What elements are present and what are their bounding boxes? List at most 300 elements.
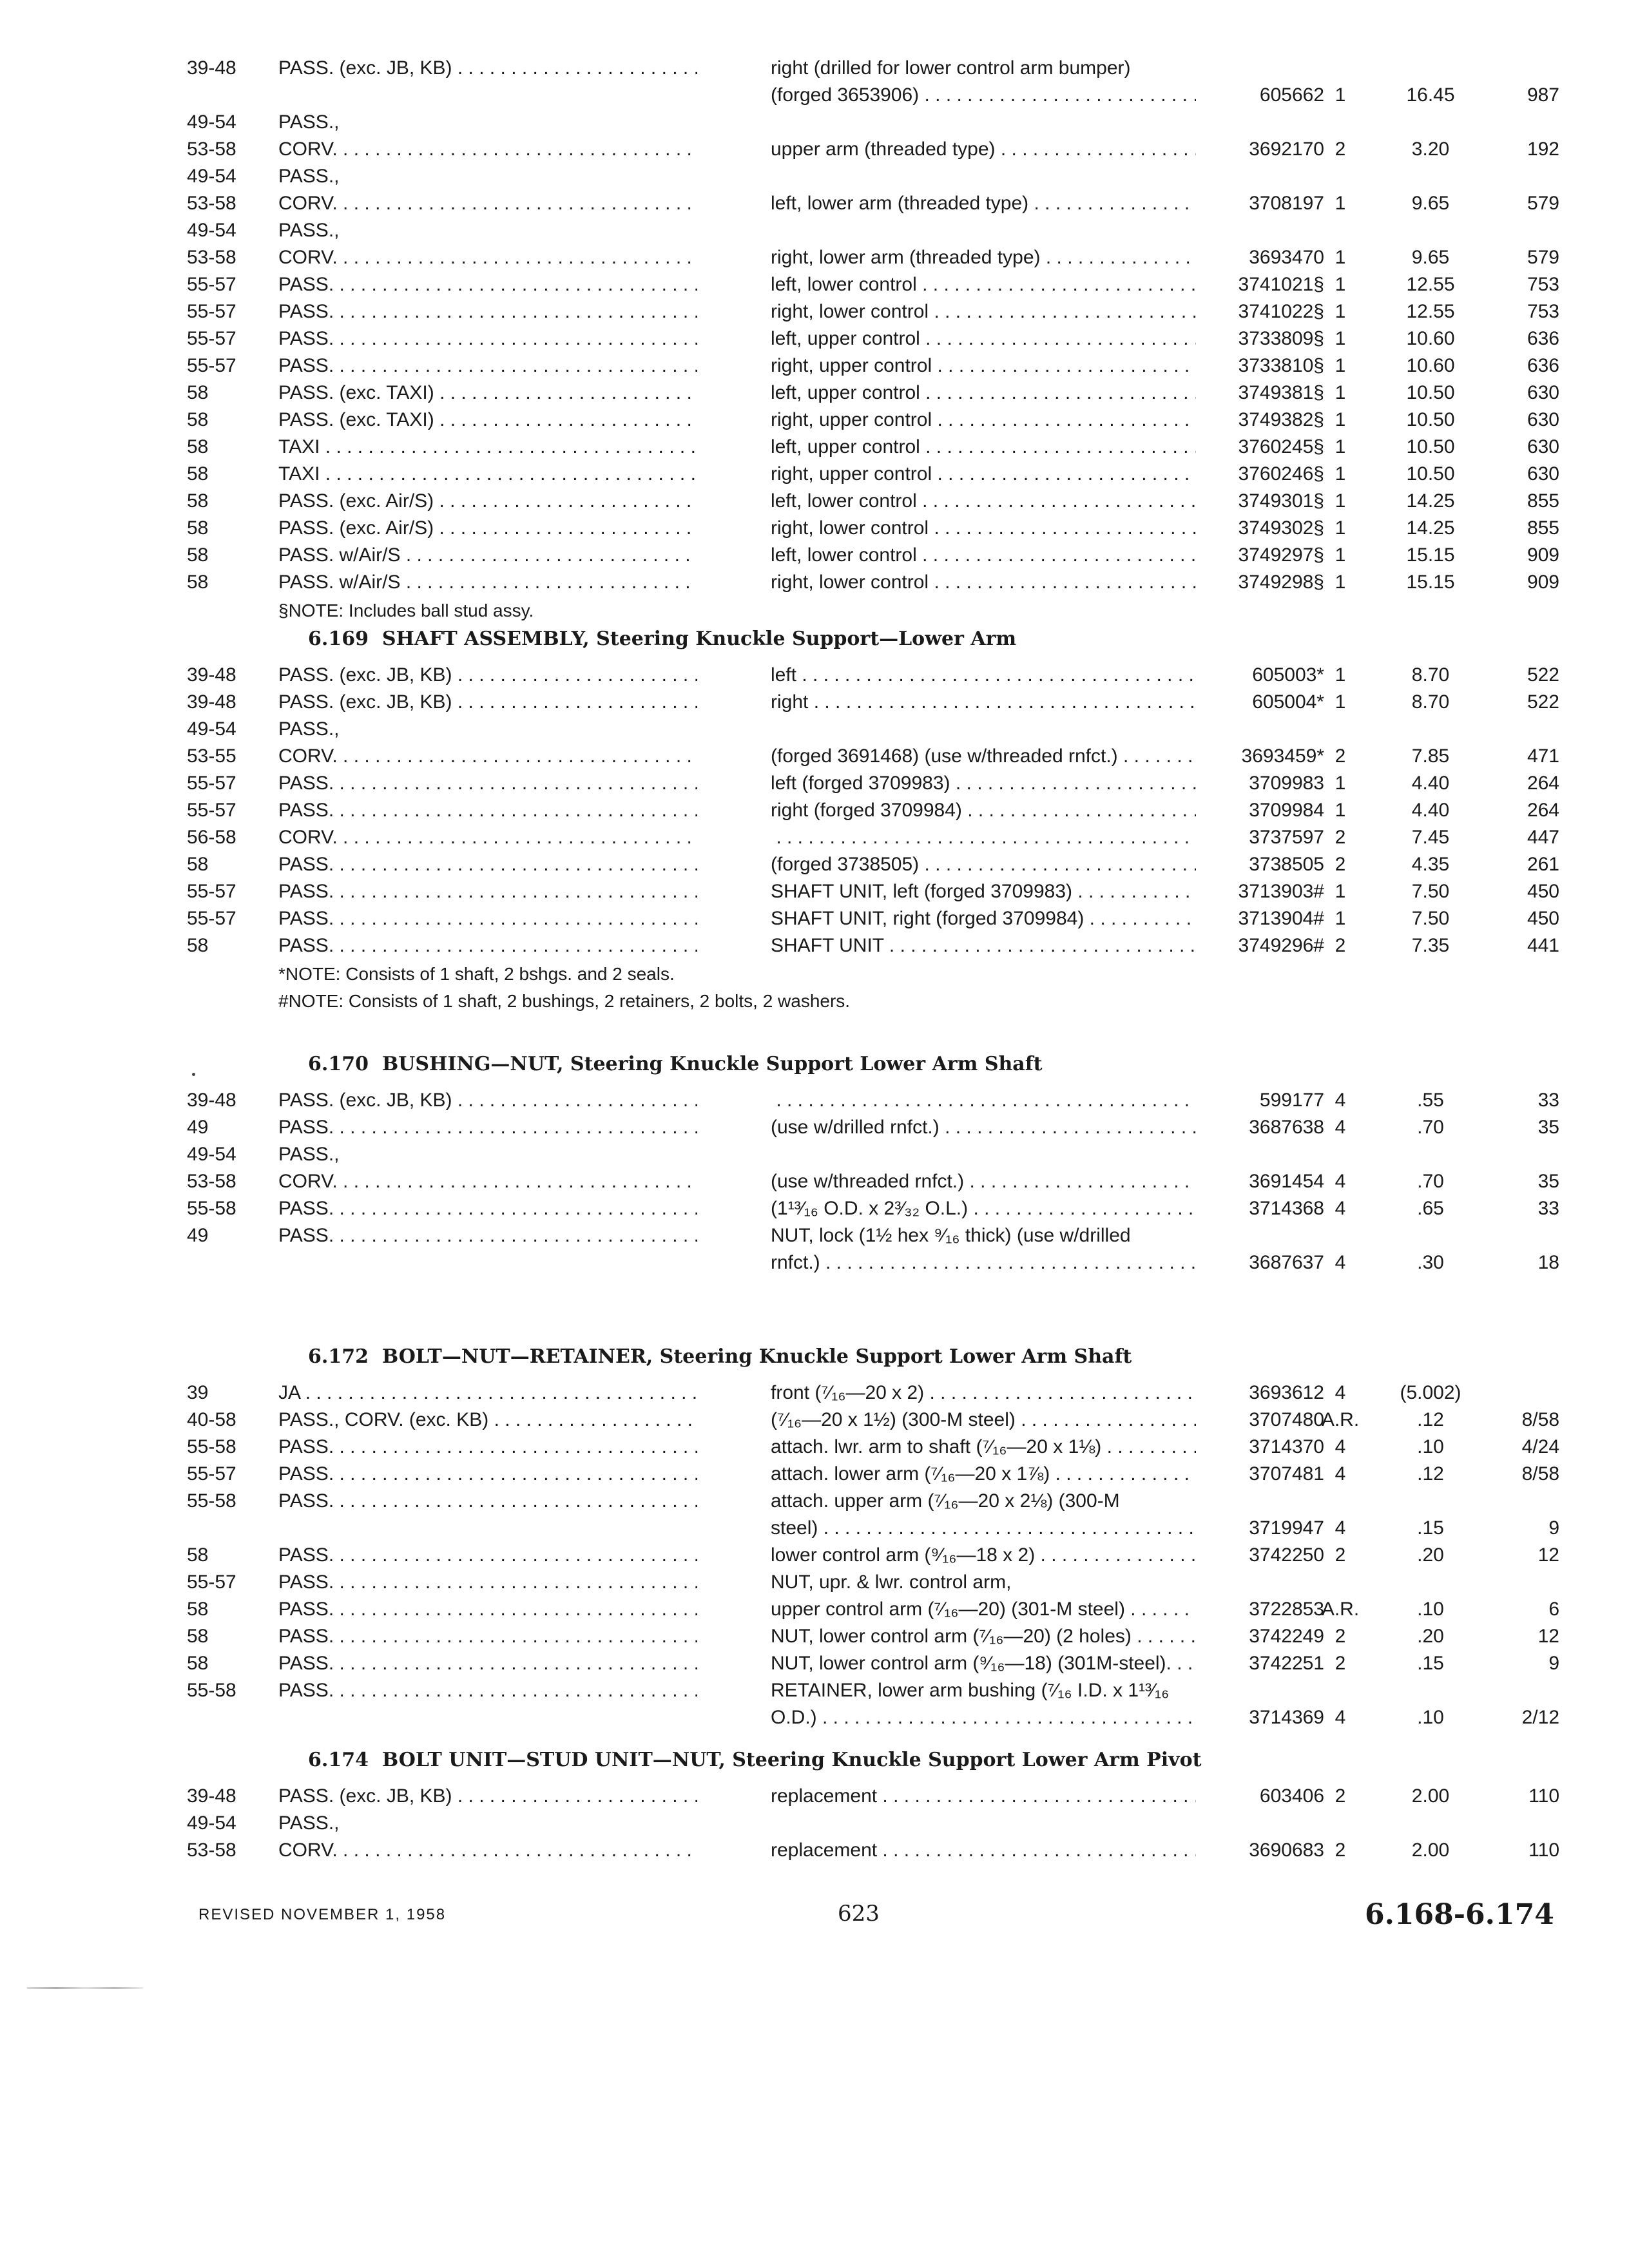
model-applicability: CORV. . . .: [278, 744, 697, 769]
model-years: 49-54: [187, 1144, 236, 1165]
table-row: [0, 852, 1629, 879]
part-description: left, upper control . . .: [771, 326, 1196, 352]
model-applicability: PASS. . . .: [278, 1488, 697, 1514]
part-description: right (drilled for lower control arm bumper): [771, 57, 1131, 79]
model-years: 39-48: [187, 1785, 236, 1807]
part-description: right, lower control . . .: [771, 299, 1196, 325]
table-row: [0, 1597, 1629, 1624]
table-row: [0, 164, 1629, 191]
model-years: 58: [187, 544, 209, 566]
quantity: 1: [1335, 664, 1346, 686]
table-row: [0, 1115, 1629, 1142]
model-years: 49-54: [187, 166, 236, 187]
table-row: [0, 1250, 1629, 1277]
list-price: 12.55: [1406, 274, 1455, 295]
model-years: 53-55: [187, 745, 236, 767]
list-price: .10: [1417, 1599, 1444, 1620]
list-price: 14.25: [1406, 517, 1455, 539]
section-range: 6.168-6.174: [1365, 1898, 1554, 1931]
price-code: 471: [1527, 745, 1559, 767]
part-description: front (⁷⁄₁₆—20 x 2) . . .: [771, 1380, 1196, 1406]
part-description: NUT, lower control arm (⁷⁄₁₆—20) (2 holes) . . .: [771, 1624, 1196, 1649]
quantity: 4: [1335, 1090, 1346, 1111]
list-price: 7.35: [1411, 935, 1450, 956]
list-price: .12: [1417, 1463, 1444, 1485]
model-applicability: PASS. . . .: [278, 1651, 697, 1677]
quantity: 1: [1335, 463, 1346, 485]
table-row: [0, 1142, 1629, 1169]
part-description: (use w/threaded rnfct.) . . .: [771, 1169, 1196, 1195]
list-price: 7.85: [1411, 745, 1450, 767]
quantity: 1: [1335, 247, 1346, 268]
model-applicability: PASS. . . .: [278, 299, 697, 325]
model-years: 39-48: [187, 664, 236, 686]
table-row: [0, 1407, 1629, 1434]
part-description: left . . .: [771, 662, 1196, 688]
part-description: [771, 1088, 1196, 1113]
part-description: right (forged 3709984) . . .: [771, 798, 1196, 823]
table-row: [0, 434, 1629, 461]
list-price: 9.65: [1411, 193, 1450, 214]
price-code: 4/24: [1521, 1436, 1559, 1457]
model-years: 55-58: [187, 1490, 236, 1512]
part-description: left, lower control . . .: [771, 543, 1196, 568]
part-description: right, lower control . . .: [771, 570, 1196, 595]
footnote: §NOTE: Includes ball stud assy.: [278, 601, 534, 620]
model-years: 49-54: [187, 111, 236, 133]
list-price: 4.40: [1411, 773, 1450, 794]
part-number: 3749382§: [1238, 409, 1324, 430]
quantity: 1: [1335, 436, 1346, 457]
part-description: attach. lwr. arm to shaft (⁷⁄₁₆—20 x 1⅛) . . .: [771, 1434, 1196, 1460]
part-number: 3749301§: [1238, 490, 1324, 512]
part-description: attach. upper arm (⁷⁄₁₆—20 x 2⅛) (300-M: [771, 1490, 1120, 1512]
model-years: 58: [187, 935, 209, 956]
list-price: 10.50: [1406, 382, 1455, 403]
model-applicability: PASS. . . .: [278, 1542, 697, 1568]
quantity: 4: [1335, 1517, 1346, 1539]
model-applicability: PASS. . . .: [278, 1570, 697, 1595]
model-applicability: PASS. . . .: [278, 272, 697, 298]
table-row: [0, 1678, 1629, 1705]
quantity: 2: [1335, 935, 1346, 956]
price-code: 909: [1527, 544, 1559, 566]
table-row: [0, 1515, 1629, 1542]
list-price: .10: [1417, 1436, 1444, 1457]
part-description: right, upper control . . .: [771, 353, 1196, 379]
model-applicability: PASS. (exc. JB, KB) . . .: [278, 1783, 697, 1809]
quantity: 1: [1335, 301, 1346, 322]
model-applicability: PASS. (exc. JB, KB) . . .: [278, 662, 697, 688]
model-applicability: PASS. . . .: [278, 1434, 697, 1460]
model-years: 58: [187, 382, 209, 403]
part-description: upper arm (threaded type) . . .: [771, 137, 1196, 162]
price-code: 909: [1527, 572, 1559, 593]
model-applicability: TAXI . . .: [278, 434, 697, 460]
quantity: 1: [1335, 193, 1346, 214]
quantity: 1: [1335, 572, 1346, 593]
part-number: 3733810§: [1238, 355, 1324, 376]
model-years: 58: [187, 490, 209, 512]
price-code: 2/12: [1521, 1707, 1559, 1728]
table-row: [0, 1088, 1629, 1115]
quantity: 1: [1335, 355, 1346, 376]
part-description: left (forged 3709983) . . .: [771, 771, 1196, 796]
model-applicability: PASS. . . .: [278, 852, 697, 878]
list-price: 4.35: [1411, 854, 1450, 875]
model-years: 58: [187, 1653, 209, 1674]
model-years: 55-57: [187, 301, 236, 322]
part-description: left, lower arm (threaded type) . . .: [771, 191, 1196, 216]
quantity: 1: [1335, 328, 1346, 349]
model-applicability: CORV. . . .: [278, 191, 697, 216]
table-row: [0, 1380, 1629, 1407]
quantity: 2: [1335, 1653, 1346, 1674]
part-number: 3760246§: [1238, 463, 1324, 485]
model-years: 55-58: [187, 1198, 236, 1219]
price-code: 9: [1548, 1653, 1559, 1674]
table-row: [0, 798, 1629, 825]
model-applicability: PASS. . . .: [278, 1196, 697, 1222]
price-code: 441: [1527, 935, 1559, 956]
table-row: [0, 380, 1629, 407]
table-row: [0, 461, 1629, 488]
model-years: 55-57: [187, 1463, 236, 1485]
price-code: 8/58: [1521, 1463, 1559, 1485]
model-years: 53-58: [187, 1171, 236, 1192]
quantity: 4: [1335, 1171, 1346, 1192]
price-code: 33: [1537, 1090, 1559, 1111]
price-code: 110: [1528, 1840, 1559, 1861]
scan-smudge: [27, 1987, 143, 1989]
list-price: .15: [1417, 1653, 1444, 1674]
part-number: 3709983: [1249, 773, 1324, 794]
scan-speck: [192, 1073, 195, 1076]
footnote: *NOTE: Consists of 1 shaft, 2 bshgs. and 2 seals.: [278, 964, 675, 984]
part-description: rnfct.) . . .: [771, 1250, 1196, 1276]
model-applicability: PASS. . . .: [278, 879, 697, 905]
model-applicability: PASS.,: [278, 220, 340, 241]
model-years: 40-58: [187, 1409, 236, 1430]
price-code: 522: [1527, 664, 1559, 686]
model-years: 55-57: [187, 881, 236, 902]
quantity: 1: [1335, 274, 1346, 295]
model-years: 56-58: [187, 827, 236, 848]
part-number: 3737597: [1249, 827, 1324, 848]
model-years: 55-57: [187, 800, 236, 821]
quantity: 1: [1335, 409, 1346, 430]
model-applicability: PASS. w/Air/S . . .: [278, 570, 697, 595]
part-number: 3690683: [1249, 1840, 1324, 1861]
part-number: 3707480: [1249, 1409, 1324, 1430]
model-years: 55-58: [187, 1680, 236, 1701]
price-code: 630: [1527, 463, 1559, 485]
table-row: [0, 55, 1629, 82]
part-description: attach. lower arm (⁷⁄₁₆—20 x 1⅞) . . .: [771, 1461, 1196, 1487]
list-price: 10.50: [1406, 409, 1455, 430]
quantity: 1: [1335, 490, 1346, 512]
price-code: 630: [1527, 382, 1559, 403]
model-applicability: CORV. . . .: [278, 137, 697, 162]
section-heading: 6.172 BOLT—NUT—RETAINER, Steering Knuckle Support Lower Arm Shaft: [308, 1345, 1132, 1368]
quantity: 4: [1335, 1252, 1346, 1273]
list-price: .12: [1417, 1409, 1444, 1430]
list-price: .70: [1417, 1117, 1444, 1138]
part-description: replacement . . .: [771, 1838, 1196, 1863]
table-row: [0, 299, 1629, 326]
section-heading: 6.169 SHAFT ASSEMBLY, Steering Knuckle Support—Lower Arm: [308, 628, 1017, 650]
part-description: (forged 3653906) . . .: [771, 82, 1196, 108]
price-code: 8/58: [1521, 1409, 1559, 1430]
list-price: .55: [1417, 1090, 1444, 1111]
model-applicability: JA . . .: [278, 1380, 697, 1406]
part-description: RETAINER, lower arm bushing (⁷⁄₁₆ I.D. x 1¹³⁄₁₆: [771, 1680, 1170, 1701]
table-row: [0, 1169, 1629, 1196]
model-years: 39-48: [187, 57, 236, 79]
table-row: [0, 1461, 1629, 1488]
model-years: 39: [187, 1382, 209, 1403]
part-number: 3714369: [1249, 1707, 1324, 1728]
part-description: (use w/drilled rnfct.) . . .: [771, 1115, 1196, 1140]
part-number: 3742250: [1249, 1544, 1324, 1566]
table-row: [0, 716, 1629, 744]
part-number: 3722853: [1249, 1599, 1324, 1620]
part-number: 605004*: [1252, 691, 1324, 713]
part-description: replacement . . .: [771, 1783, 1196, 1809]
quantity: 1: [1335, 382, 1346, 403]
part-description: steel) . . .: [771, 1515, 1196, 1541]
price-code: 636: [1527, 328, 1559, 349]
table-row: [0, 326, 1629, 353]
part-number: 3714368: [1249, 1198, 1324, 1219]
part-number: 3742251: [1249, 1653, 1324, 1674]
table-row: [0, 771, 1629, 798]
list-price: 7.45: [1411, 827, 1450, 848]
model-years: 49-54: [187, 1812, 236, 1834]
part-number: 3741022§: [1238, 301, 1324, 322]
model-applicability: PASS. (exc. JB, KB) . . .: [278, 689, 697, 715]
model-applicability: PASS. . . .: [278, 1223, 697, 1249]
model-years: 58: [187, 1626, 209, 1647]
model-years: 53-58: [187, 193, 236, 214]
part-number: 3687638: [1249, 1117, 1324, 1138]
model-years: 49: [187, 1225, 209, 1246]
quantity: 1: [1335, 84, 1346, 106]
part-number: 3749302§: [1238, 517, 1324, 539]
quantity: 4: [1335, 1117, 1346, 1138]
model-years: 55-57: [187, 274, 236, 295]
footnote: #NOTE: Consists of 1 shaft, 2 bushings, 2 retainers, 2 bolts, 2 washers.: [278, 991, 851, 1011]
quantity: 2: [1335, 827, 1346, 848]
price-code: 18: [1537, 1252, 1559, 1273]
part-number: 3738505: [1249, 854, 1324, 875]
part-description: right, lower arm (threaded type) . . .: [771, 245, 1196, 271]
model-applicability: PASS. (exc. Air/S) . . .: [278, 515, 697, 541]
list-price: 3.20: [1411, 139, 1450, 160]
model-years: 53-58: [187, 247, 236, 268]
price-code: 6: [1548, 1599, 1559, 1620]
model-applicability: PASS. . . .: [278, 1461, 697, 1487]
price-code: 12: [1537, 1544, 1559, 1566]
model-years: 49-54: [187, 718, 236, 740]
model-years: 55-57: [187, 328, 236, 349]
list-price: 7.50: [1411, 881, 1450, 902]
list-price: .30: [1417, 1252, 1444, 1273]
list-price: 9.65: [1411, 247, 1450, 268]
table-row: [0, 744, 1629, 771]
table-row: [0, 137, 1629, 164]
table-row: [0, 82, 1629, 110]
part-number: 3707481: [1249, 1463, 1324, 1485]
quantity: 2: [1335, 1840, 1346, 1861]
table-row: [0, 1542, 1629, 1570]
price-code: 9: [1548, 1517, 1559, 1539]
part-description: lower control arm (⁹⁄₁₆—18 x 2) . . .: [771, 1542, 1196, 1568]
model-years: 55-57: [187, 908, 236, 929]
model-years: 58: [187, 572, 209, 593]
model-years: 49: [187, 1117, 209, 1138]
part-description: upper control arm (⁷⁄₁₆—20) (301-M steel) . . .: [771, 1597, 1196, 1622]
model-applicability: PASS. . . .: [278, 933, 697, 959]
quantity: 1: [1335, 773, 1346, 794]
part-number: 3708197: [1249, 193, 1324, 214]
list-price: 12.55: [1406, 301, 1455, 322]
model-applicability: PASS. . . .: [278, 1678, 697, 1704]
quantity: A.R.: [1321, 1599, 1360, 1620]
part-description: NUT, lower control arm (⁹⁄₁₆—18) (301M-steel). . . .: [771, 1651, 1196, 1677]
quantity: 2: [1335, 139, 1346, 160]
model-applicability: CORV. . . .: [278, 1169, 697, 1195]
model-years: 53-58: [187, 139, 236, 160]
part-number: 3749381§: [1238, 382, 1324, 403]
table-row: [0, 272, 1629, 299]
table-row: [0, 879, 1629, 906]
list-price: 10.50: [1406, 463, 1455, 485]
quantity: 2: [1335, 1544, 1346, 1566]
quantity: 1: [1335, 544, 1346, 566]
model-years: 58: [187, 854, 209, 875]
table-row: [0, 1838, 1629, 1865]
list-price: .15: [1417, 1517, 1444, 1539]
price-code: 579: [1527, 247, 1559, 268]
section-heading: 6.170 BUSHING—NUT, Steering Knuckle Support Lower Arm Shaft: [308, 1053, 1043, 1075]
table-row: [0, 407, 1629, 434]
price-code: 12: [1537, 1626, 1559, 1647]
list-price: 2.00: [1411, 1785, 1450, 1807]
price-code: 630: [1527, 436, 1559, 457]
model-years: 58: [187, 1544, 209, 1566]
quantity: 4: [1335, 1436, 1346, 1457]
table-row: [0, 515, 1629, 543]
part-number: 3713903#: [1238, 881, 1324, 902]
part-description: [771, 825, 1196, 850]
table-row: [0, 1624, 1629, 1651]
list-price: (5.002): [1400, 1382, 1461, 1403]
table-row: [0, 689, 1629, 716]
model-years: 49-54: [187, 220, 236, 241]
model-years: 58: [187, 517, 209, 539]
list-price: 16.45: [1406, 84, 1455, 106]
model-years: 55-58: [187, 1436, 236, 1457]
table-row: [0, 191, 1629, 218]
price-code: 450: [1527, 908, 1559, 929]
model-years: 58: [187, 463, 209, 485]
price-code: 753: [1527, 274, 1559, 295]
part-number: 599177: [1259, 1090, 1324, 1111]
part-description: left, upper control . . .: [771, 380, 1196, 406]
model-applicability: PASS. (exc. JB, KB) . . .: [278, 55, 697, 81]
price-code: 579: [1527, 193, 1559, 214]
model-years: 39-48: [187, 1090, 236, 1111]
table-row: [0, 662, 1629, 689]
part-number: 3687637: [1249, 1252, 1324, 1273]
model-applicability: CORV. . . .: [278, 825, 697, 850]
quantity: 1: [1335, 800, 1346, 821]
part-number: 3733809§: [1238, 328, 1324, 349]
part-description: O.D.) . . .: [771, 1705, 1196, 1731]
quantity: 2: [1335, 854, 1346, 875]
list-price: 8.70: [1411, 691, 1450, 713]
table-row: [0, 543, 1629, 570]
price-code: 264: [1527, 800, 1559, 821]
part-description: SHAFT UNIT, right (forged 3709984) . . .: [771, 906, 1196, 932]
price-code: 855: [1527, 490, 1559, 512]
quantity: 1: [1335, 908, 1346, 929]
part-number: 3719947: [1249, 1517, 1324, 1539]
list-price: .20: [1417, 1626, 1444, 1647]
quantity: 4: [1335, 1463, 1346, 1485]
quantity: 2: [1335, 1785, 1346, 1807]
model-applicability: PASS. . . .: [278, 1597, 697, 1622]
model-applicability: PASS.,: [278, 111, 340, 133]
model-years: 58: [187, 436, 209, 457]
part-number: 3691454: [1249, 1171, 1324, 1192]
model-applicability: PASS. . . .: [278, 798, 697, 823]
part-number: 603406: [1259, 1785, 1324, 1807]
list-price: 15.15: [1406, 572, 1455, 593]
table-row: [0, 1223, 1629, 1250]
list-price: 14.25: [1406, 490, 1455, 512]
model-years: 39-48: [187, 691, 236, 713]
part-description: left, lower control . . .: [771, 488, 1196, 514]
model-applicability: CORV. . . .: [278, 1838, 697, 1863]
part-description: right, lower control . . .: [771, 515, 1196, 541]
model-applicability: CORV. . . .: [278, 245, 697, 271]
table-row: [0, 1811, 1629, 1838]
page-number: 623: [838, 1901, 880, 1927]
list-price: 8.70: [1411, 664, 1450, 686]
part-description: left, upper control . . .: [771, 434, 1196, 460]
list-price: .20: [1417, 1544, 1444, 1566]
model-applicability: PASS.,: [278, 1812, 340, 1834]
list-price: 10.50: [1406, 436, 1455, 457]
part-number: 3741021§: [1238, 274, 1324, 295]
table-row: [0, 825, 1629, 852]
model-applicability: PASS., CORV. (exc. KB) . . .: [278, 1407, 697, 1433]
list-price: .70: [1417, 1171, 1444, 1192]
model-applicability: PASS. . . .: [278, 326, 697, 352]
part-description: right, upper control . . .: [771, 461, 1196, 487]
model-applicability: PASS.,: [278, 1144, 340, 1165]
section-heading: 6.174 BOLT UNIT—STUD UNIT—NUT, Steering Knuckle Support Lower Arm Pivot: [308, 1749, 1202, 1771]
part-description: NUT, lock (1½ hex ⁹⁄₁₆ thick) (use w/drilled: [771, 1225, 1131, 1246]
model-applicability: PASS. . . .: [278, 1624, 697, 1649]
part-number: 3749298§: [1238, 572, 1324, 593]
table-row: [0, 1434, 1629, 1461]
part-number: 3714370: [1249, 1436, 1324, 1457]
part-description: left, lower control . . .: [771, 272, 1196, 298]
table-row: [0, 218, 1629, 245]
